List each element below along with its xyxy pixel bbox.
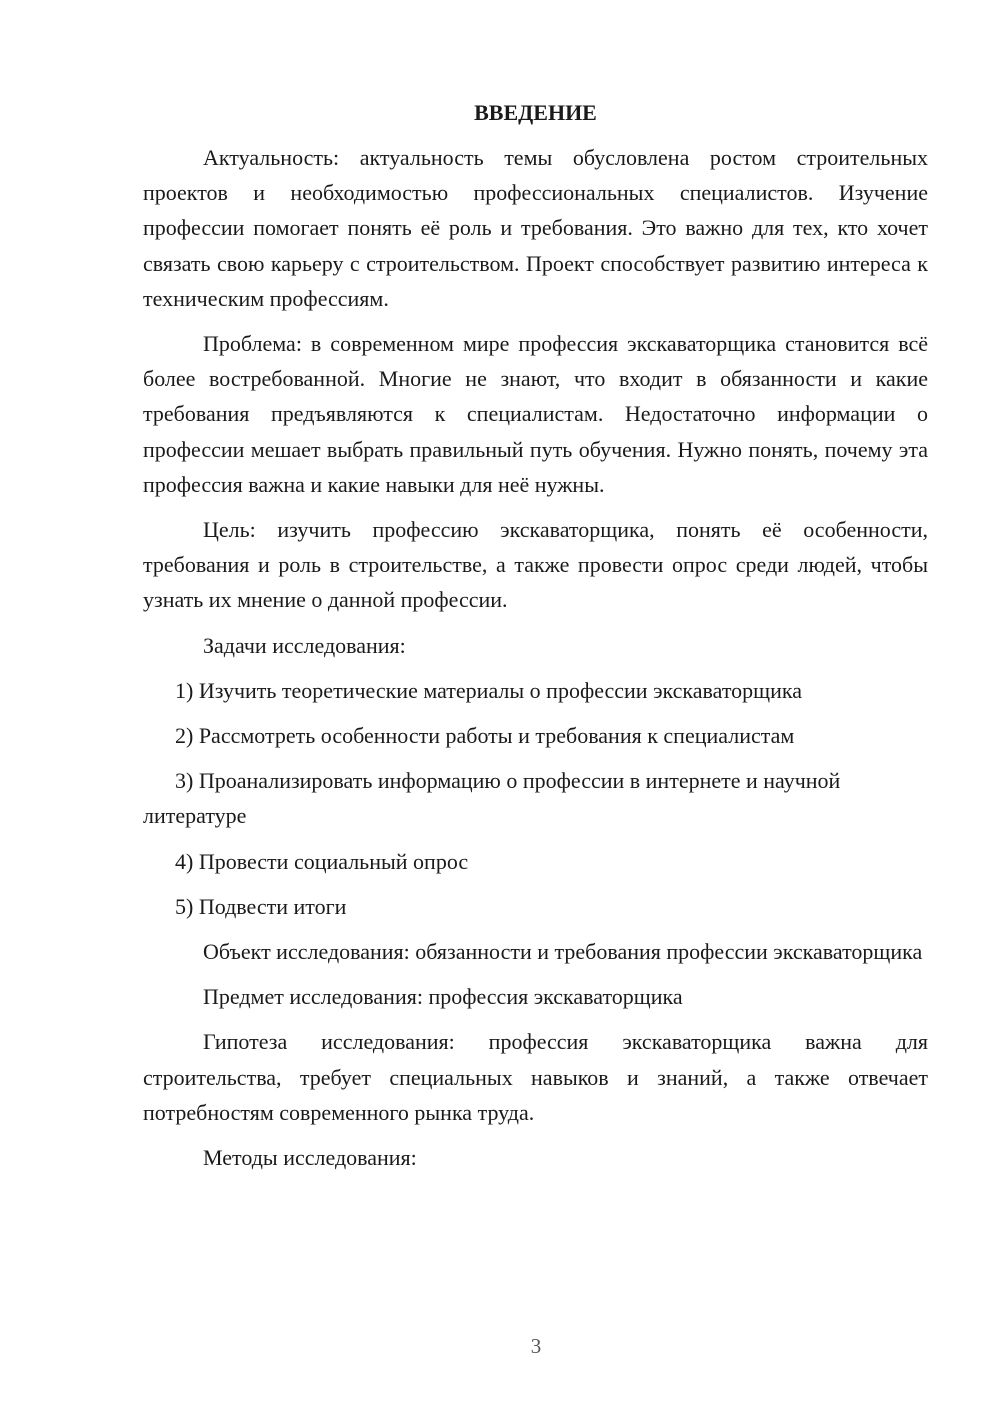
paragraph-relevance: Актуальность: актуальность темы обусловлена ростом строительных проектов и необходимостью профессиональных специалистов. Изучение профессии помогает понять её роль и требования. Это важно для тех, кто хочет связать свою карьеру с строительством. Проект способствует развитию интереса к техническим профессиям. bbox=[143, 145, 928, 311]
paragraph-hypothesis: Гипотеза исследования: профессия экскаваторщика важна для строительства, требует специальных навыков и знаний, а также отвечает потребностям современного рынка труда. bbox=[143, 1029, 928, 1125]
task-item-4: 4) Провести социальный опрос bbox=[175, 848, 469, 874]
page-number: 3 bbox=[530, 1334, 542, 1358]
paragraph-goal: Цель: изучить профессию экскаваторщика, понять её особенности, требования и роль в строительстве, а также провести опрос среди людей, чтобы узнать их мнение о данной профессии. bbox=[143, 517, 928, 613]
paragraph-object: Объект исследования: обязанности и требования профессии экскаваторщика bbox=[203, 939, 923, 965]
paragraph-problem: Проблема: в современном мире профессия экскаваторщика становится всё более востребованной. Многие не знают, что входит в обязанности и какие требования предъявляются к специалистам. Недостаточно информации о профессии мешает выбрать правильный путь обучения. Нужно понять, почему эта профессия важна и какие навыки для неё нужны. bbox=[143, 331, 928, 497]
page-title: ВВЕДЕНИЕ bbox=[474, 100, 597, 125]
paragraph-subject: Предмет исследования: профессия экскаваторщика bbox=[203, 984, 683, 1010]
document-page bbox=[143, 92, 928, 1185]
task-item-3: 3) Проанализировать информацию о профессии в интернете и научной литературе bbox=[143, 768, 841, 829]
task-item-1: 1) Изучить теоретические материалы о профессии экскаваторщика bbox=[175, 677, 802, 703]
task-item-5: 5) Подвести итоги bbox=[175, 893, 347, 919]
task-item-2: 2) Рассмотреть особенности работы и требования к специалистам bbox=[175, 723, 795, 749]
tasks-heading: Задачи исследования: bbox=[203, 632, 406, 658]
methods-heading: Методы исследования: bbox=[203, 1145, 417, 1171]
